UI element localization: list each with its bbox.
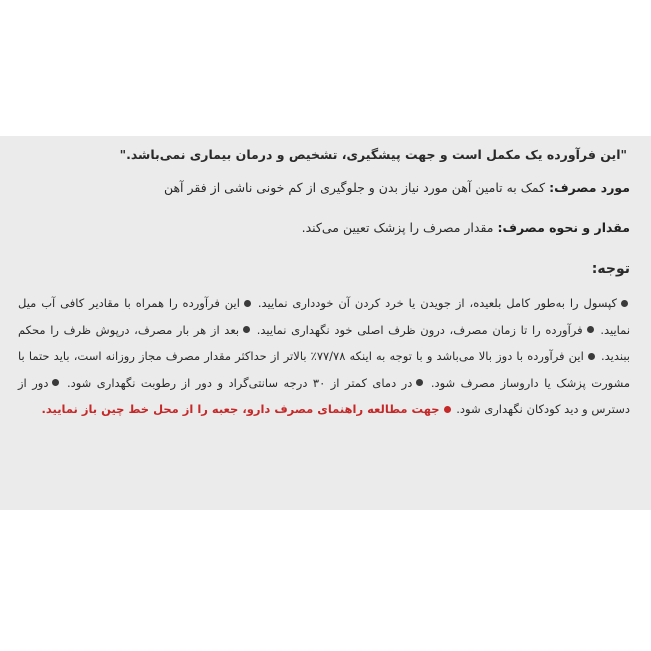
bullet-icon: [52, 379, 59, 386]
usage-label: مورد مصرف:: [549, 180, 630, 195]
bullet-icon: [444, 406, 451, 413]
note-item: کپسول را به‌طور کامل بلعیده، از جویدن یا خرد کردن آن خودداری نمایید.: [257, 296, 617, 310]
usage-text: کمک به تامین آهن مورد نیاز بدن و جلوگیری از کم خونی ناشی از فقر آهن: [163, 180, 546, 195]
note-item: این فرآورده با دوز بالا می‌باشد و با توجه به اینکه ۷۷/۷۸٪ بالاتر از حداکثر مقدار مصرف مجاز روزانه است، باید حتما با مشورت پزشک یا داروساز مصرف شود.: [18, 349, 631, 390]
notes-body: [18, 290, 630, 423]
disclaimer-text: "این فرآورده یک مکمل است و جهت پیشگیری، تشخیص و درمان بیماری نمی‌باشد.": [119, 147, 627, 162]
warning-text: جهت مطالعه راهنمای مصرف دارو، جعبه را از محل خط چین باز نمایید.: [41, 402, 440, 416]
bullet-icon: [243, 326, 250, 333]
warning-note: [42, 402, 453, 416]
dosage-line: [302, 222, 630, 235]
dosage-label: مقدار و نحوه مصرف:: [497, 220, 630, 235]
bullet-icon: [244, 300, 251, 307]
note-item: بعد از هر بار مصرف، درپوش ظرف را محکم ببندید.: [18, 322, 631, 363]
note-item: این فرآورده را همراه با مقادیر کافی آب میل نمایید.: [18, 296, 631, 337]
dosage-text: مقدار مصرف را پزشک تعیین می‌کند.: [301, 220, 494, 235]
bullet-icon: [587, 326, 594, 333]
bullet-icon: [588, 353, 595, 360]
bullet-icon: [621, 300, 628, 307]
note-item: فرآورده را تا زمان مصرف، درون ظرف اصلی خود نگهداری نمایید.: [256, 322, 583, 337]
usage-line: [164, 182, 630, 195]
note-item: دور از دسترس و دید کودکان نگهداری شود.: [18, 375, 630, 416]
bullet-icon: [416, 379, 423, 386]
leaflet-panel: [0, 136, 651, 510]
note-item: در دمای کمتر از ۳۰ درجه سانتی‌گراد و دور از رطوبت نگهداری شود.: [66, 375, 413, 390]
notes-title: توجه:: [591, 261, 630, 277]
